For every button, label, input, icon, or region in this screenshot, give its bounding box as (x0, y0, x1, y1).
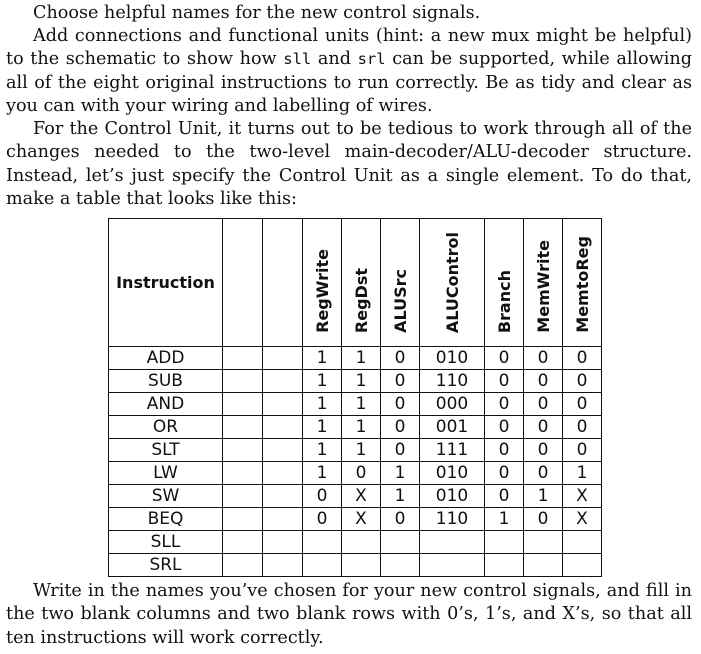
cell-regdst[interactable] (342, 531, 381, 554)
cell-memwrite: 0 (524, 347, 563, 370)
cell-regwrite: 1 (303, 393, 342, 416)
cell-branch[interactable] (485, 554, 524, 577)
cell-regdst: 1 (342, 439, 381, 462)
cell-branch: 0 (485, 393, 524, 416)
table-header-row (109, 219, 602, 347)
cell-alucontrol: 010 (420, 485, 485, 508)
cell-alusrc: 0 (381, 416, 420, 439)
cell-instr: SLL (109, 531, 223, 554)
paragraph-3-text: For the Control Unit, it turns out to be tedious to work through all of the changes needed to the two-level main-decoder/ALU-decoder structure. Instead, let’s just specify the Control Unit as a single element. To do that, make a table that looks like this: (6, 119, 692, 209)
cell-b2[interactable] (263, 347, 303, 370)
paragraph-4-text: Write in the names you’ve chosen for your new control signals, and fill in the two blank columns and two blank rows with 0’s, 1’s, and X’s, so that all ten instructions will work correctly. (6, 581, 692, 648)
cell-b2[interactable] (263, 554, 303, 577)
cell-b1[interactable] (223, 347, 263, 370)
cell-regwrite[interactable] (303, 531, 342, 554)
cell-memtoreg: X (563, 508, 602, 531)
control-unit-table (108, 218, 602, 577)
cell-b1[interactable] (223, 416, 263, 439)
cell-alusrc[interactable] (381, 531, 420, 554)
header-blank-1[interactable] (223, 219, 263, 347)
cell-memtoreg: 0 (563, 439, 602, 462)
table-row (109, 554, 602, 577)
cell-alucontrol: 110 (420, 370, 485, 393)
cell-instr: SUB (109, 370, 223, 393)
table-row (109, 531, 602, 554)
code-sll: sll (283, 50, 312, 69)
cell-branch: 0 (485, 416, 524, 439)
cell-memwrite: 0 (524, 462, 563, 485)
cell-regdst: 0 (342, 462, 381, 485)
header-alusrc (381, 219, 420, 347)
cell-b1[interactable] (223, 554, 263, 577)
cell-b2[interactable] (263, 462, 303, 485)
cell-branch[interactable] (485, 531, 524, 554)
cell-b2[interactable] (263, 531, 303, 554)
cell-memwrite[interactable] (524, 531, 563, 554)
cell-branch: 0 (485, 370, 524, 393)
cell-regdst: 1 (342, 370, 381, 393)
cell-memwrite: 0 (524, 370, 563, 393)
cell-regwrite: 1 (303, 370, 342, 393)
header-regdst (342, 219, 381, 347)
paragraph-1-text: Choose helpful names for the new control signals. (33, 3, 481, 23)
paragraph-2 (6, 25, 692, 118)
cell-b1[interactable] (223, 370, 263, 393)
cell-b1[interactable] (223, 485, 263, 508)
cell-memwrite: 0 (524, 439, 563, 462)
code-srl: srl (357, 50, 386, 69)
cell-regwrite: 0 (303, 485, 342, 508)
cell-regdst: 1 (342, 393, 381, 416)
cell-alusrc[interactable] (381, 554, 420, 577)
paragraph-4 (6, 580, 692, 650)
cell-regwrite: 1 (303, 439, 342, 462)
cell-memtoreg: 0 (563, 347, 602, 370)
cell-memtoreg: 0 (563, 370, 602, 393)
cell-branch: 0 (485, 485, 524, 508)
cell-b1[interactable] (223, 439, 263, 462)
cell-b2[interactable] (263, 485, 303, 508)
cell-alucontrol: 001 (420, 416, 485, 439)
cell-b2[interactable] (263, 416, 303, 439)
cell-regdst: X (342, 485, 381, 508)
cell-b2[interactable] (263, 370, 303, 393)
header-instruction: Instruction (109, 219, 223, 347)
cell-alucontrol: 110 (420, 508, 485, 531)
cell-b2[interactable] (263, 508, 303, 531)
header-branch (485, 219, 524, 347)
cell-b1[interactable] (223, 393, 263, 416)
cell-alucontrol: 010 (420, 347, 485, 370)
cell-regwrite[interactable] (303, 554, 342, 577)
table-row (109, 439, 602, 462)
header-memtoreg (563, 219, 602, 347)
header-branch-label: Branch (494, 269, 514, 333)
header-memwrite-label: MemWrite (533, 240, 553, 333)
header-blank-2[interactable] (263, 219, 303, 347)
cell-instr: SLT (109, 439, 223, 462)
table-row (109, 462, 602, 485)
cell-instr: LW (109, 462, 223, 485)
header-alucontrol (420, 219, 485, 347)
cell-alusrc: 0 (381, 393, 420, 416)
cell-memtoreg[interactable] (563, 554, 602, 577)
cell-branch: 1 (485, 508, 524, 531)
cell-regwrite: 1 (303, 416, 342, 439)
cell-instr: SW (109, 485, 223, 508)
table-row (109, 370, 602, 393)
cell-instr: AND (109, 393, 223, 416)
cell-memtoreg: X (563, 485, 602, 508)
cell-memwrite: 1 (524, 485, 563, 508)
cell-b1[interactable] (223, 462, 263, 485)
paragraph-3 (6, 118, 692, 211)
cell-regwrite: 1 (303, 347, 342, 370)
cell-alucontrol: 010 (420, 462, 485, 485)
cell-alusrc: 1 (381, 462, 420, 485)
cell-branch: 0 (485, 439, 524, 462)
cell-alusrc: 0 (381, 347, 420, 370)
header-memwrite (524, 219, 563, 347)
header-alucontrol-label: ALUControl (442, 231, 462, 333)
cell-b2[interactable] (263, 439, 303, 462)
cell-alucontrol[interactable] (420, 531, 485, 554)
cell-memwrite: 0 (524, 416, 563, 439)
cell-regdst[interactable] (342, 554, 381, 577)
cell-alusrc: 0 (381, 370, 420, 393)
cell-instr: SRL (109, 554, 223, 577)
cell-b1[interactable] (223, 508, 263, 531)
cell-branch: 0 (485, 347, 524, 370)
cell-regdst: 1 (342, 416, 381, 439)
cell-instr: BEQ (109, 508, 223, 531)
cell-alusrc: 1 (381, 485, 420, 508)
cell-regdst: X (342, 508, 381, 531)
table-row (109, 508, 602, 531)
cell-alucontrol: 111 (420, 439, 485, 462)
paragraph-1 (6, 2, 692, 25)
cell-instr: OR (109, 416, 223, 439)
header-regwrite-label: RegWrite (312, 249, 332, 333)
cell-regdst: 1 (342, 347, 381, 370)
cell-branch: 0 (485, 462, 524, 485)
cell-b1[interactable] (223, 531, 263, 554)
header-regwrite (303, 219, 342, 347)
cell-alusrc: 0 (381, 508, 420, 531)
paragraph-2-text-a: Add connections and functional units (hint: a new mux might be helpful) to the schematic to show how (6, 26, 692, 70)
table-row (109, 347, 602, 370)
cell-alucontrol[interactable] (420, 554, 485, 577)
header-memtoreg-label: MemtoReg (572, 236, 592, 333)
cell-b2[interactable] (263, 393, 303, 416)
table-row (109, 485, 602, 508)
cell-memwrite: 0 (524, 508, 563, 531)
table-row (109, 416, 602, 439)
cell-alusrc: 0 (381, 439, 420, 462)
cell-memtoreg: 1 (563, 462, 602, 485)
cell-memwrite[interactable] (524, 554, 563, 577)
cell-memwrite: 0 (524, 393, 563, 416)
cell-regwrite: 0 (303, 508, 342, 531)
paragraph-2-text-c: can be supported, while allowing all of the eight original instructions to run correctly. Be as tidy and clear as you can with your wiring and labelling of wires. (6, 49, 692, 116)
table-row (109, 393, 602, 416)
paragraph-2-text-b: and (311, 49, 358, 70)
header-alusrc-label: ALUSrc (390, 269, 410, 333)
cell-regwrite: 1 (303, 462, 342, 485)
cell-memtoreg: 0 (563, 416, 602, 439)
cell-memtoreg[interactable] (563, 531, 602, 554)
table-body (109, 347, 602, 577)
header-regdst-label: RegDst (351, 267, 371, 333)
cell-alucontrol: 000 (420, 393, 485, 416)
cell-memtoreg: 0 (563, 393, 602, 416)
cell-instr: ADD (109, 347, 223, 370)
